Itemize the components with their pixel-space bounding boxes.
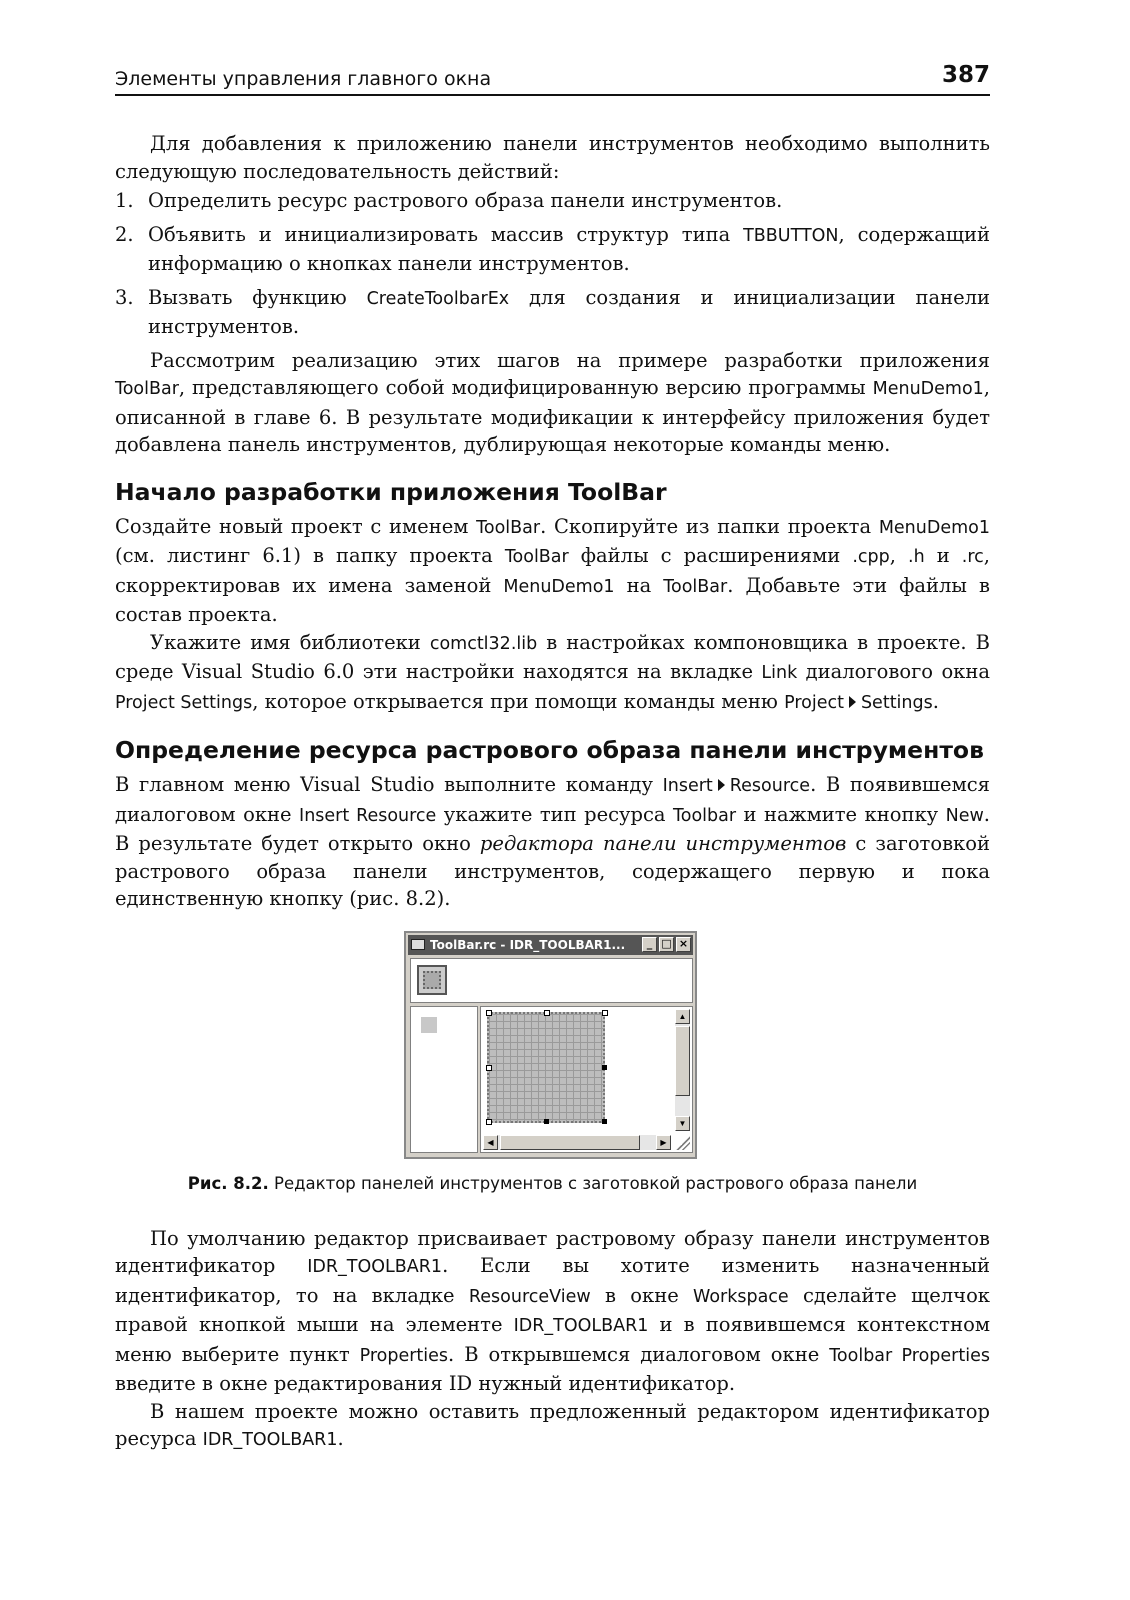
text: . Добавьте эти файлы в состав проекта.	[115, 573, 990, 626]
text: укажите тип ресурса	[436, 802, 674, 826]
caption-label: Рис. 8.2.	[187, 1173, 269, 1193]
window-title: ToolBar.rc - IDR_TOOLBAR1...	[430, 937, 626, 952]
text: в настройках компоновщика в проекте. В среде Visual Studio 6.0 эти настройки находятся на вкладке	[115, 630, 990, 683]
text: . В открывшемся диалоговом окне	[448, 1342, 830, 1366]
text: . Скопируйте из папки проекта	[540, 514, 879, 538]
resize-handle	[544, 1010, 550, 1016]
text: и	[924, 544, 962, 567]
figure-toolbar-editor	[404, 931, 701, 1163]
italic-term: редактора панели инструментов	[479, 832, 847, 855]
code-term: ToolBar	[115, 379, 179, 399]
text: на	[614, 573, 664, 597]
code-term: ToolBar	[476, 517, 541, 538]
code-term: ResourceView	[468, 1286, 591, 1307]
text: . В появившемся диалоговом окне	[115, 773, 990, 826]
code-term: Project Settings	[115, 692, 253, 713]
code-term: MenuDemo1	[872, 379, 984, 399]
after-paragraph-1	[115, 1225, 990, 1398]
menu-arrow-icon	[718, 779, 725, 791]
text: , описанной в главе 6. В результате модификации к интерфейсу приложения будет добавлена панель инструментов, дублирующая некоторые команды меню.	[115, 376, 990, 456]
resize-handle	[486, 1119, 492, 1125]
text: Укажите имя библиотеки	[150, 630, 430, 654]
text: файлы с расширениями	[568, 544, 853, 567]
scroll-up-icon[interactable]: ▲	[675, 1009, 690, 1024]
window-app-icon	[411, 939, 425, 950]
code-term: CreateToolbarEx	[366, 288, 510, 309]
code-term: Project	[784, 692, 844, 713]
text: Для добавления к приложению панели инструментов необходимо выполнить следующую последовательность действий:	[115, 132, 990, 183]
toolbar-preview	[410, 958, 693, 1003]
menu-arrow-icon	[849, 696, 856, 708]
code-term: New	[945, 805, 984, 826]
resize-handle[interactable]	[602, 1065, 607, 1070]
steps-list	[115, 187, 990, 341]
color-swatch[interactable]	[421, 1017, 437, 1033]
resize-grip-icon[interactable]	[675, 1135, 690, 1150]
figure-caption	[115, 1173, 990, 1195]
toolbar-button-image	[423, 971, 441, 989]
list-number: 1.	[115, 189, 134, 212]
code-term: Toolbar Properties	[829, 1345, 990, 1366]
list-text: , содержащий информацию о кнопках панели инструментов.	[148, 222, 990, 275]
code-term: Resource	[729, 776, 811, 796]
text: и нажмите кнопку	[736, 802, 946, 826]
resize-handle[interactable]	[602, 1119, 607, 1124]
list-text: Вызвать функцию	[148, 285, 367, 309]
text: . В результате будет открыто окно	[115, 802, 990, 855]
resize-handle	[486, 1010, 492, 1016]
after-paragraph-2	[115, 1398, 990, 1455]
text: Создайте новый проект с именем	[115, 514, 477, 538]
caption-text: Редактор панелей инструментов с заготовкой растрового образа панели	[268, 1173, 918, 1193]
resize-handle	[486, 1065, 492, 1071]
body-text	[115, 130, 990, 1455]
list-text: Определить ресурс растрового образа панели инструментов.	[148, 189, 783, 212]
list-item	[115, 284, 990, 341]
code-term: Settings	[860, 692, 933, 713]
code-term: IDR_TOOLBAR1	[202, 1430, 338, 1450]
text: .	[337, 1427, 344, 1450]
page-number: 387	[941, 62, 990, 88]
text: В главном меню Visual Studio выполните команду	[115, 773, 663, 796]
code-term: ToolBar	[504, 547, 569, 567]
vertical-scrollbar[interactable]	[675, 1009, 690, 1131]
code-term: ToolBar	[663, 576, 728, 597]
section1-paragraph-2	[115, 629, 990, 718]
maximize-icon[interactable]: □	[659, 937, 674, 952]
text: (см. листинг 6.1) в папку проекта	[115, 544, 505, 567]
section2-paragraph-1	[115, 771, 990, 913]
scroll-right-icon[interactable]: ▶	[656, 1135, 671, 1150]
close-icon[interactable]: ×	[676, 937, 691, 952]
section-heading: Определение ресурса растрового образа панели инструментов	[115, 736, 984, 764]
horizontal-scrollbar[interactable]	[483, 1135, 671, 1150]
running-header	[115, 60, 990, 96]
list-text: для создания и инициализации панели инструментов.	[148, 285, 990, 338]
text: введите в окне редактирования ID нужный идентификатор.	[115, 1372, 736, 1395]
code-term: Insert Resource	[299, 805, 437, 826]
text: с заготовкой растрового образа панели инструментов, содержащего первую и пока единственную кнопку (рис. 8.2).	[115, 832, 990, 910]
text: , представляющего собой модифицированную версию программы	[178, 376, 873, 399]
scroll-left-icon[interactable]: ◀	[483, 1135, 498, 1150]
section-heading: Начало разработки приложения ToolBar	[115, 477, 667, 506]
text: Рассмотрим реализацию этих шагов на примере разработки приложения	[150, 348, 990, 372]
intro-paragraph	[115, 130, 990, 185]
intro-paragraph-2	[115, 347, 990, 459]
minimize-icon[interactable]: _	[642, 937, 657, 952]
scroll-thumb[interactable]	[675, 1026, 690, 1096]
code-term: MenuDemo1	[878, 517, 990, 538]
window-titlebar[interactable]	[408, 935, 693, 955]
section1-paragraph-1	[115, 513, 990, 629]
text: и в появившемся контекстном меню выберите пункт	[115, 1313, 990, 1366]
text: . Если вы хотите изменить назначенный идентификатор, то на вкладке	[115, 1254, 990, 1307]
text: , которое открывается при помощи команды меню	[252, 689, 785, 713]
code-term: IDR_TOOLBAR1	[307, 1257, 443, 1277]
code-term: Workspace	[693, 1286, 789, 1307]
text: По умолчанию редактор присваивает растровому образу панели инструментов идентификатор	[115, 1226, 990, 1277]
bitmap-edit-pane	[480, 1006, 693, 1153]
text: .	[932, 689, 939, 713]
list-number: 3.	[115, 285, 134, 309]
editor-window	[404, 931, 697, 1159]
text: , скорректировав их имена заменой	[115, 544, 990, 597]
list-item	[115, 221, 990, 278]
list-item	[115, 187, 990, 215]
text: диалогового окна	[797, 660, 990, 683]
code-term: Insert	[662, 776, 713, 796]
text: ,	[889, 544, 908, 567]
resize-handle	[602, 1010, 608, 1016]
code-term: IDR_TOOLBAR1	[513, 1316, 649, 1336]
list-text: Объявить и инициализировать массив структур типа	[148, 222, 744, 246]
code-term: TBBUTTON	[743, 225, 839, 246]
running-title: Элементы управления главного окна	[115, 68, 492, 90]
scroll-down-icon[interactable]: ▼	[675, 1116, 690, 1131]
code-term: .h	[908, 547, 925, 567]
resize-handle[interactable]	[544, 1119, 549, 1124]
code-term: Link	[761, 663, 798, 683]
button-preview-pane	[410, 1006, 478, 1153]
toolbar-button-preview[interactable]	[417, 965, 447, 995]
code-term: Toolbar	[673, 805, 737, 826]
code-term: Properties	[359, 1345, 449, 1366]
code-term: comctl32.lib	[429, 633, 538, 654]
scroll-thumb[interactable]	[500, 1135, 640, 1150]
page	[115, 0, 990, 1600]
text: сделайте щелчок правой кнопкой мыши на элементе	[115, 1283, 990, 1336]
bitmap-grid[interactable]	[487, 1012, 605, 1123]
text: в окне	[590, 1283, 694, 1307]
text: В нашем проекте можно оставить предложенный редактором идентификатор ресурса	[115, 1399, 990, 1450]
code-term: MenuDemo1	[503, 576, 615, 597]
code-term: .cpp	[852, 547, 890, 567]
code-term: .rc	[961, 547, 984, 567]
list-number: 2.	[115, 222, 134, 246]
